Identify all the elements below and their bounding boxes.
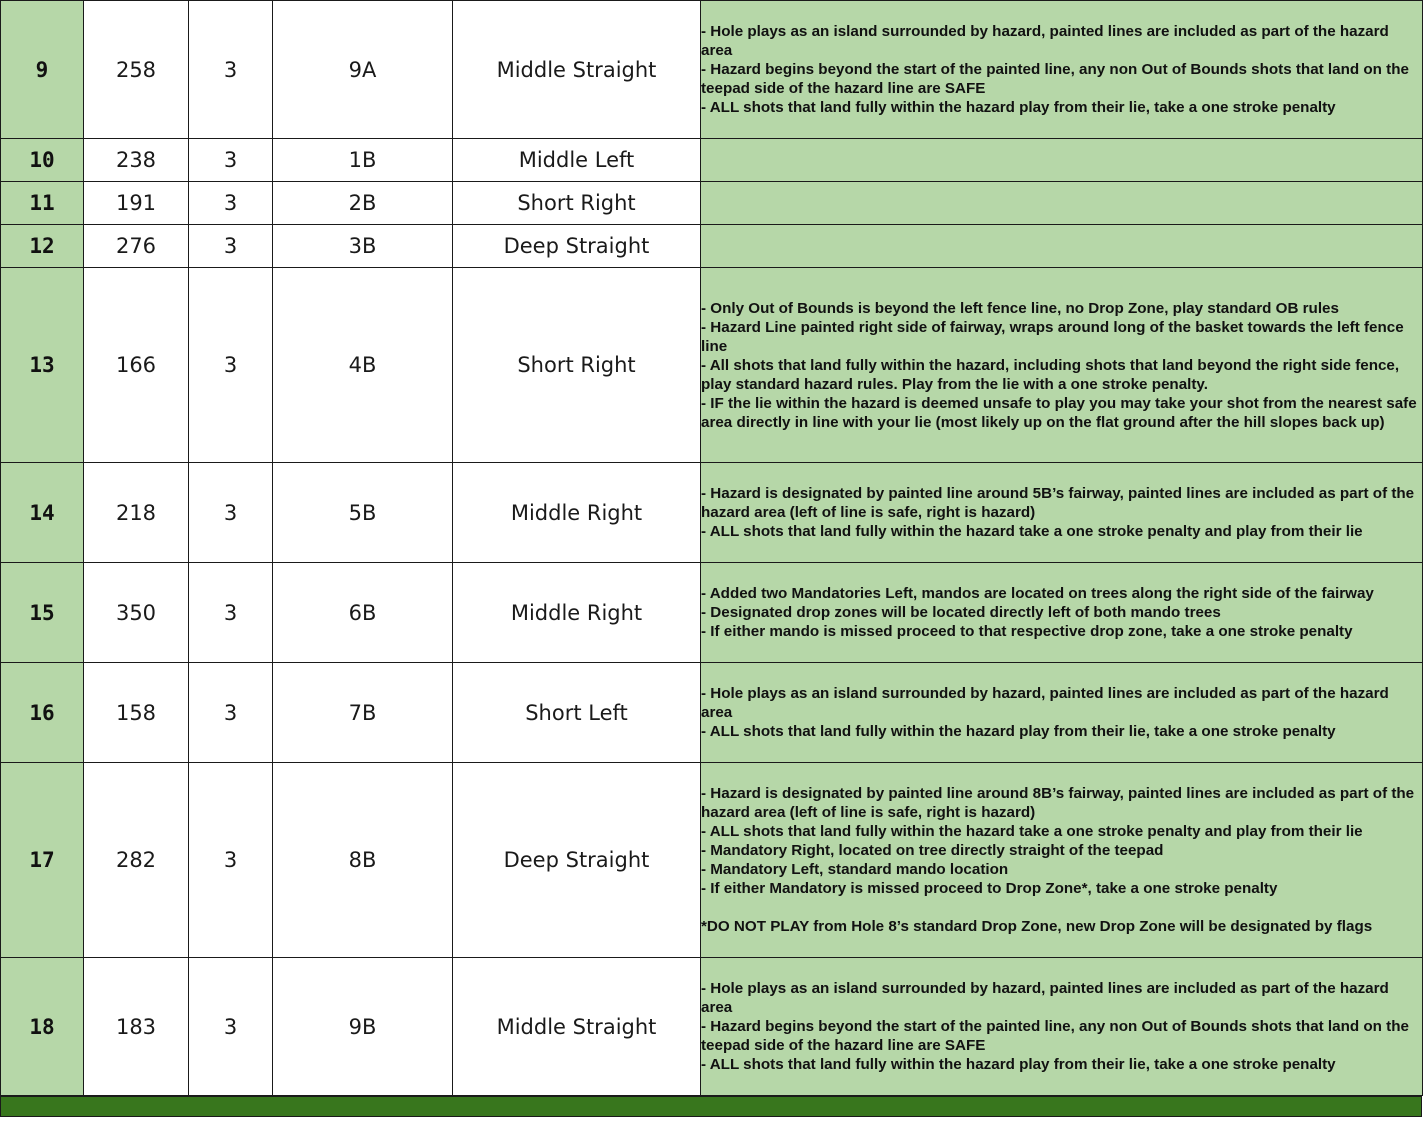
hole-number: 11 <box>1 182 84 225</box>
note-line: - Designated drop zones will be located directly left of both mando trees <box>701 604 1221 621</box>
hole-notes <box>701 182 1423 225</box>
note-line: - ALL shots that land fully within the hazard play from their lie, take a one stroke penalty <box>701 1056 1336 1073</box>
hole-distance: 191 <box>84 182 189 225</box>
table-row <box>1 225 1423 268</box>
note-line: - Hazard begins beyond the start of the painted line, any non Out of Bounds shots that land on the teepad side of the hazard line are SAFE <box>701 1018 1409 1054</box>
table-row <box>1 958 1423 1096</box>
table-row <box>1 1 1423 139</box>
hole-par: 3 <box>189 958 273 1096</box>
hole-distance: 218 <box>84 463 189 563</box>
pin-position: Deep Straight <box>453 225 701 268</box>
note-line: - IF the lie within the hazard is deemed unsafe to play you may take your shot from the nearest safe area directly in line with your lie (most likely up on the flat ground after the hill slopes back up) <box>701 394 1417 431</box>
hole-notes <box>701 563 1423 663</box>
basket-id: 8B <box>273 763 453 958</box>
table-row <box>1 763 1423 958</box>
hole-number: 10 <box>1 139 84 182</box>
hole-notes <box>701 763 1423 958</box>
table-row <box>1 268 1423 463</box>
hole-distance: 183 <box>84 958 189 1096</box>
pin-position: Middle Right <box>453 563 701 663</box>
note-line: - ALL shots that land fully within the hazard take a one stroke penalty and play from their lie <box>701 523 1363 540</box>
hole-number: 15 <box>1 563 84 663</box>
hole-par: 3 <box>189 763 273 958</box>
footer-bar <box>0 1096 1422 1117</box>
hole-par: 3 <box>189 225 273 268</box>
note-line: - If either mando is missed proceed to that respective drop zone, take a one stroke penalty <box>701 623 1353 640</box>
note-line: - All shots that land fully within the hazard, including shots that land beyond the right side fence, play standard hazard rules. Play from the lie with a one stroke penalty. <box>701 356 1400 393</box>
note-line: - Hole plays as an island surrounded by hazard, painted lines are included as part of the hazard area <box>701 23 1389 59</box>
hole-notes <box>701 1 1423 139</box>
hole-notes <box>701 268 1423 463</box>
hole-number: 13 <box>1 268 84 463</box>
hole-par: 3 <box>189 563 273 663</box>
pin-position: Short Right <box>453 182 701 225</box>
note-line: - Hole plays as an island surrounded by hazard, painted lines are included as part of the hazard area <box>701 685 1389 721</box>
hole-distance: 238 <box>84 139 189 182</box>
hole-notes <box>701 139 1423 182</box>
note-line: - Hole plays as an island surrounded by hazard, painted lines are included as part of the hazard area <box>701 980 1389 1016</box>
basket-id: 4B <box>273 268 453 463</box>
hole-par: 3 <box>189 268 273 463</box>
hole-number: 14 <box>1 463 84 563</box>
hole-distance: 258 <box>84 1 189 139</box>
note-line: - Mandatory Left, standard mando location <box>701 861 1009 878</box>
basket-id: 1B <box>273 139 453 182</box>
note-line: *DO NOT PLAY from Hole 8’s standard Drop Zone, new Drop Zone will be designated by flags <box>701 918 1373 935</box>
note-line: - Hazard Line painted right side of fairway, wraps around long of the basket towards the left fence line <box>701 318 1404 355</box>
table-row <box>1 663 1423 763</box>
note-line: - Added two Mandatories Left, mandos are located on trees along the right side of the fairway <box>701 585 1374 602</box>
basket-id: 2B <box>273 182 453 225</box>
hole-par: 3 <box>189 1 273 139</box>
note-line: - Only Out of Bounds is beyond the left fence line, no Drop Zone, play standard OB rules <box>701 299 1339 317</box>
table-row <box>1 139 1423 182</box>
pin-position: Short Right <box>453 268 701 463</box>
basket-id: 9B <box>273 958 453 1096</box>
hole-notes <box>701 663 1423 763</box>
note-line: - ALL shots that land fully within the hazard play from their lie, take a one stroke penalty <box>701 99 1336 116</box>
note-line: - Hazard begins beyond the start of the painted line, any non Out of Bounds shots that land on the teepad side of the hazard line are SAFE <box>701 61 1409 97</box>
note-line: - Hazard is designated by painted line around 5B’s fairway, painted lines are included as part of the hazard area (left of line is safe, right is hazard) <box>701 485 1415 521</box>
basket-id: 3B <box>273 225 453 268</box>
note-line: - Hazard is designated by painted line around 8B’s fairway, painted lines are included as part of the hazard area (left of line is safe, right is hazard) <box>701 785 1415 821</box>
hole-par: 3 <box>189 463 273 563</box>
table-row <box>1 182 1423 225</box>
hole-notes <box>701 958 1423 1096</box>
basket-id: 5B <box>273 463 453 563</box>
hole-distance: 282 <box>84 763 189 958</box>
table-row <box>1 563 1423 663</box>
hole-number: 16 <box>1 663 84 763</box>
hole-distance: 350 <box>84 563 189 663</box>
table-body <box>1 1 1423 1096</box>
basket-id: 6B <box>273 563 453 663</box>
hole-number: 18 <box>1 958 84 1096</box>
note-line: - ALL shots that land fully within the hazard play from their lie, take a one stroke penalty <box>701 723 1336 740</box>
note-line: - ALL shots that land fully within the hazard take a one stroke penalty and play from their lie <box>701 823 1363 840</box>
hole-notes <box>701 463 1423 563</box>
hole-par: 3 <box>189 663 273 763</box>
pin-position: Middle Straight <box>453 958 701 1096</box>
note-line: - Mandatory Right, located on tree directly straight of the teepad <box>701 842 1164 859</box>
hole-number: 9 <box>1 1 84 139</box>
hole-number: 12 <box>1 225 84 268</box>
basket-id: 9A <box>273 1 453 139</box>
hole-distance: 158 <box>84 663 189 763</box>
hole-number: 17 <box>1 763 84 958</box>
basket-id: 7B <box>273 663 453 763</box>
note-line: - If either Mandatory is missed proceed to Drop Zone*, take a one stroke penalty <box>701 880 1278 897</box>
table-row <box>1 463 1423 563</box>
note-line <box>701 898 1422 917</box>
pin-position: Short Left <box>453 663 701 763</box>
hole-par: 3 <box>189 182 273 225</box>
pin-position: Deep Straight <box>453 763 701 958</box>
hole-notes <box>701 225 1423 268</box>
hole-par: 3 <box>189 139 273 182</box>
hole-distance: 166 <box>84 268 189 463</box>
pin-position: Middle Straight <box>453 1 701 139</box>
pin-position: Middle Left <box>453 139 701 182</box>
pin-position: Middle Right <box>453 463 701 563</box>
hole-distance: 276 <box>84 225 189 268</box>
